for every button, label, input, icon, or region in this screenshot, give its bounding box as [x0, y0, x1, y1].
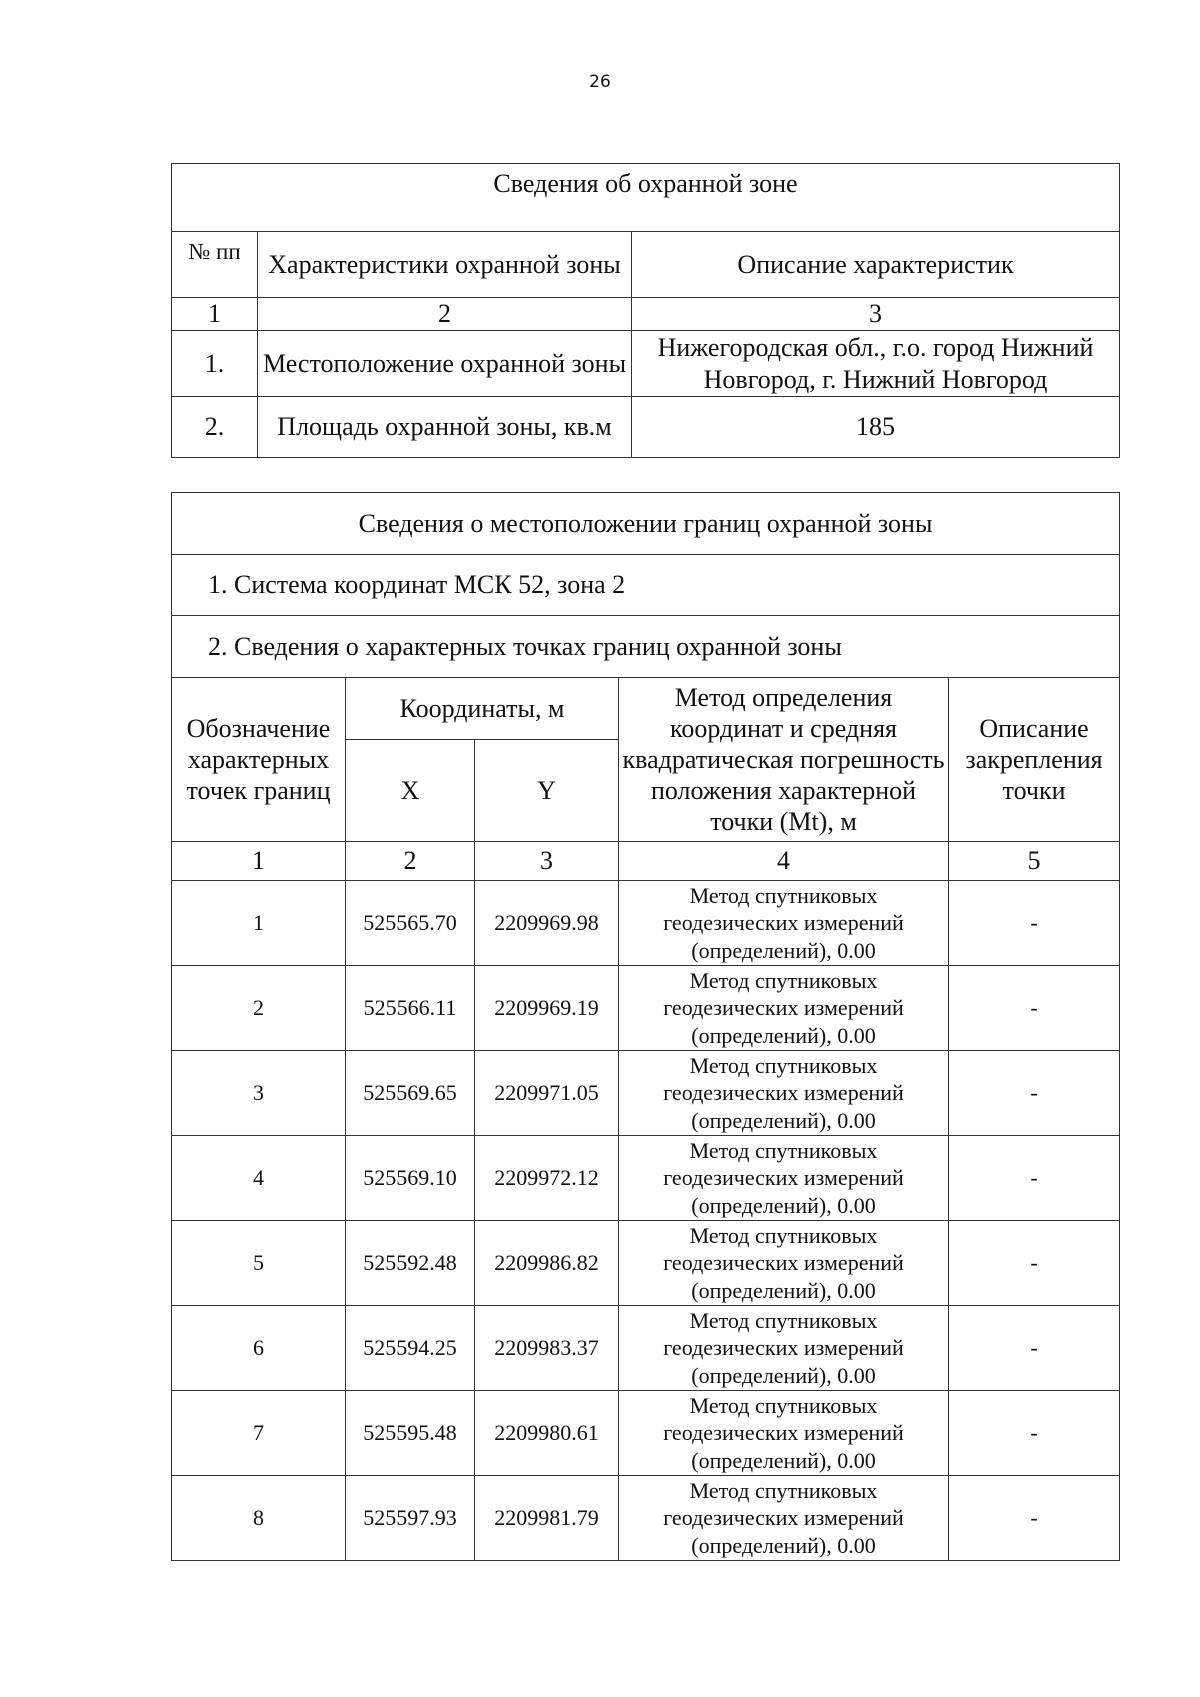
header-y: Y: [475, 740, 619, 842]
point-id: 3: [172, 1051, 346, 1136]
point-fixing: -: [949, 966, 1120, 1051]
point-id: 7: [172, 1391, 346, 1476]
col-number: 2: [346, 842, 475, 881]
col-number: 1: [172, 298, 258, 331]
point-method: Метод спутниковых геодезических измерений (определений), 0.00: [619, 1051, 949, 1136]
header-description: Описание характеристик: [632, 232, 1120, 298]
boundaries-title: Сведения о местоположении границ охранной зоны: [172, 493, 1120, 555]
coord-system: 1. Система координат МСК 52, зона 2: [172, 555, 1120, 616]
point-id: 5: [172, 1221, 346, 1306]
point-x: 525592.48: [346, 1221, 475, 1306]
point-id: 8: [172, 1476, 346, 1561]
col-number: 2: [258, 298, 632, 331]
table-row: [172, 1391, 1120, 1476]
point-x: 525566.11: [346, 966, 475, 1051]
row-value: Нижегородская обл., г.о. город Нижний Новгород, г. Нижний Новгород: [632, 331, 1120, 397]
point-method: Метод спутниковых геодезических измерений (определений), 0.00: [619, 1306, 949, 1391]
boundaries-table: [171, 492, 1120, 1561]
point-y: 2209969.98: [475, 881, 619, 966]
col-number: 4: [619, 842, 949, 881]
table-row: [172, 1476, 1120, 1561]
points-title: 2. Сведения о характерных точках границ охранной зоны: [172, 616, 1120, 678]
header-fixing: Описание закрепления точки: [949, 678, 1120, 842]
point-id: 4: [172, 1136, 346, 1221]
row-name: Местоположение охранной зоны: [258, 331, 632, 397]
col-number: 1: [172, 842, 346, 881]
point-x: 525597.93: [346, 1476, 475, 1561]
point-method: Метод спутниковых геодезических измерений (определений), 0.00: [619, 966, 949, 1051]
point-id: 2: [172, 966, 346, 1051]
point-method: Метод спутниковых геодезических измерений (определений), 0.00: [619, 1391, 949, 1476]
table-row: [172, 881, 1120, 966]
point-fixing: -: [949, 1221, 1120, 1306]
point-y: 2209980.61: [475, 1391, 619, 1476]
table-row: [172, 1306, 1120, 1391]
point-fixing: -: [949, 881, 1120, 966]
col-number: 3: [475, 842, 619, 881]
table-row: [172, 1136, 1120, 1221]
point-y: 2209986.82: [475, 1221, 619, 1306]
page-number: 26: [589, 72, 611, 92]
col-number: 3: [632, 298, 1120, 331]
point-y: 2209969.19: [475, 966, 619, 1051]
point-x: 525595.48: [346, 1391, 475, 1476]
header-coords: Координаты, м: [346, 678, 619, 740]
row-value: 185: [632, 397, 1120, 458]
point-y: 2209972.12: [475, 1136, 619, 1221]
point-x: 525565.70: [346, 881, 475, 966]
point-fixing: -: [949, 1136, 1120, 1221]
point-y: 2209971.05: [475, 1051, 619, 1136]
point-fixing: -: [949, 1476, 1120, 1561]
point-id: 1: [172, 881, 346, 966]
point-fixing: -: [949, 1391, 1120, 1476]
row-num: 2.: [172, 397, 258, 458]
point-method: Метод спутниковых геодезических измерений (определений), 0.00: [619, 881, 949, 966]
header-designation: Обозначение характерных точек границ: [172, 678, 346, 842]
table-row: [172, 331, 1120, 397]
zone-info-title: Сведения об охранной зоне: [172, 164, 1120, 232]
table-row: [172, 1221, 1120, 1306]
header-x: X: [346, 740, 475, 842]
point-fixing: -: [949, 1051, 1120, 1136]
point-y: 2209983.37: [475, 1306, 619, 1391]
point-x: 525594.25: [346, 1306, 475, 1391]
zone-info-table: [171, 163, 1120, 458]
header-num: № пп: [172, 232, 258, 298]
point-x: 525569.10: [346, 1136, 475, 1221]
table-row: [172, 1051, 1120, 1136]
header-method: Метод определения координат и средняя квадратическая погрешность положения характерной точки (Mt), м: [619, 678, 949, 842]
row-name: Площадь охранной зоны, кв.м: [258, 397, 632, 458]
row-num: 1.: [172, 331, 258, 397]
point-x: 525569.65: [346, 1051, 475, 1136]
point-method: Метод спутниковых геодезических измерений (определений), 0.00: [619, 1221, 949, 1306]
col-number: 5: [949, 842, 1120, 881]
header-characteristics: Характеристики охранной зоны: [258, 232, 632, 298]
point-y: 2209981.79: [475, 1476, 619, 1561]
table-row: [172, 966, 1120, 1051]
point-method: Метод спутниковых геодезических измерений (определений), 0.00: [619, 1476, 949, 1561]
point-id: 6: [172, 1306, 346, 1391]
point-fixing: -: [949, 1306, 1120, 1391]
table-row: [172, 397, 1120, 458]
point-method: Метод спутниковых геодезических измерений (определений), 0.00: [619, 1136, 949, 1221]
